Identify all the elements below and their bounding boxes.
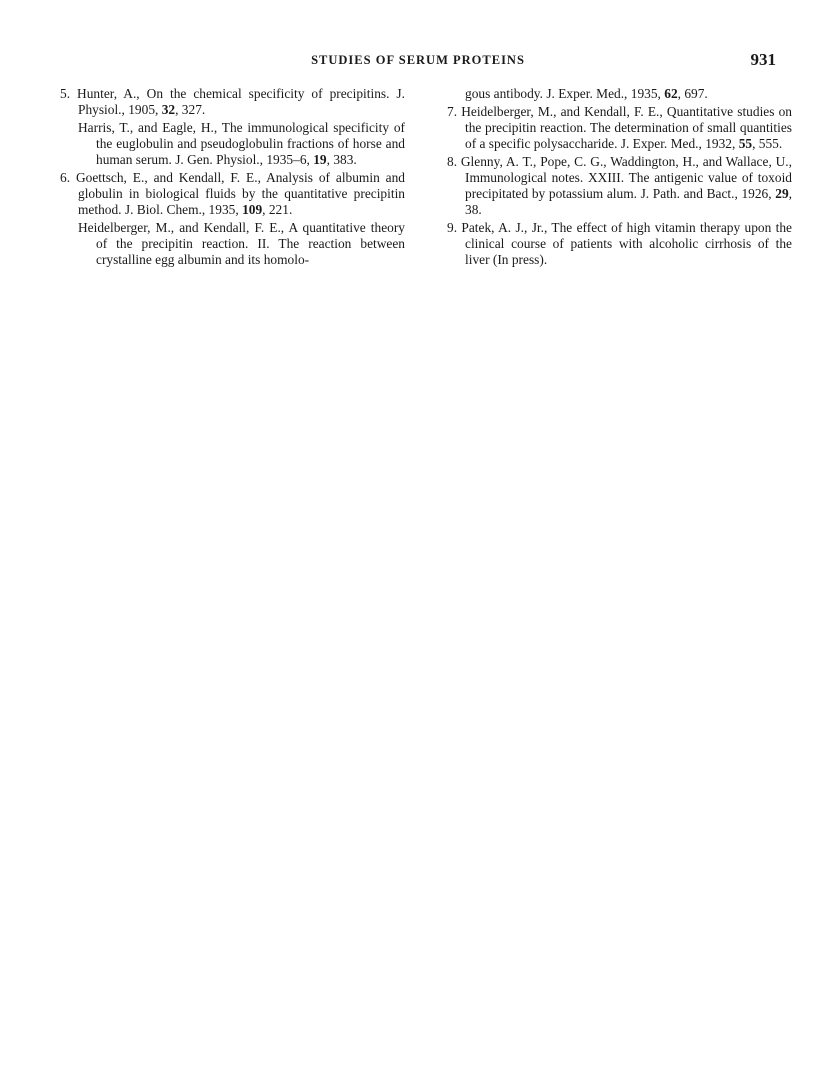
- reference-pages: , 383.: [326, 152, 357, 167]
- reference-number: 6.: [60, 170, 71, 185]
- reference-text: Hunter, A., On the chemical specificity of precipitins. J. Physiol., 1905,: [77, 86, 405, 117]
- reference-6: [60, 170, 405, 218]
- reference-number: 5.: [60, 86, 71, 101]
- reference-text: Glenny, A. T., Pope, C. G., Waddington, H., and Wallace, U., Immunological notes. XXIII. The antigenic value of toxoid precipitated by potassium alum. J. Path. and Bact., 1926,: [460, 154, 792, 201]
- reference-volume: 62: [664, 86, 678, 101]
- reference-6-sub-continued: [447, 86, 792, 102]
- reference-5-sub: [60, 120, 405, 168]
- reference-pages: , 697.: [677, 86, 708, 101]
- reference-volume: 32: [161, 102, 176, 117]
- reference-text: Heidelberger, M., and Kendall, F. E., A quantitative theory of the precipitin reaction. II. The reaction between crystalline egg albumin and its homolo-: [78, 220, 405, 267]
- reference-pages: , 327.: [175, 102, 206, 117]
- reference-6-sub: [60, 220, 405, 268]
- reference-text: Patek, A. J., Jr., The effect of high vitamin therapy upon the clinical course of patients with alcoholic cirrhosis of the liver (In press).: [461, 220, 792, 267]
- reference-text: gous antibody. J. Exper. Med., 1935,: [465, 86, 661, 101]
- reference-volume: 55: [738, 136, 753, 151]
- reference-number: 9.: [447, 220, 458, 235]
- reference-number: 8.: [447, 154, 458, 169]
- running-head: [60, 50, 776, 72]
- reference-pages: , 555.: [752, 136, 783, 151]
- reference-volume: 19: [313, 152, 327, 167]
- reference-number: 7.: [447, 104, 458, 119]
- reference-9: [447, 220, 792, 268]
- reference-text: Goettsch, E., and Kendall, F. E., Analysis of albumin and globulin in biological fluids by the quantitative precipitin method. J. Biol. Chem., 1935,: [75, 170, 405, 217]
- reference-volume: 109: [242, 202, 263, 217]
- reference-5: [60, 86, 405, 118]
- running-title: STUDIES OF SERUM PROTEINS: [311, 53, 525, 67]
- reference-column-right: [447, 86, 792, 270]
- reference-text: Harris, T., and Eagle, H., The immunological specificity of the euglobulin and pseudoglobulin fractions of horse and human serum. J. Gen. Physiol., 1935–6,: [78, 120, 405, 167]
- reference-column-left: [60, 86, 405, 270]
- reference-pages: , 221.: [262, 202, 293, 217]
- page-number: 931: [750, 50, 776, 69]
- reference-volume: 29: [775, 186, 789, 201]
- reference-pages: , 38.: [465, 186, 792, 217]
- reference-8: [447, 154, 792, 218]
- reference-text: Heidelberger, M., and Kendall, F. E., Quantitative studies on the precipitin reaction. The determination of small quantities of a specific polysaccharide. J. Exper. Med., 1932,: [461, 104, 792, 151]
- reference-list: [60, 86, 792, 686]
- reference-7: [447, 104, 792, 152]
